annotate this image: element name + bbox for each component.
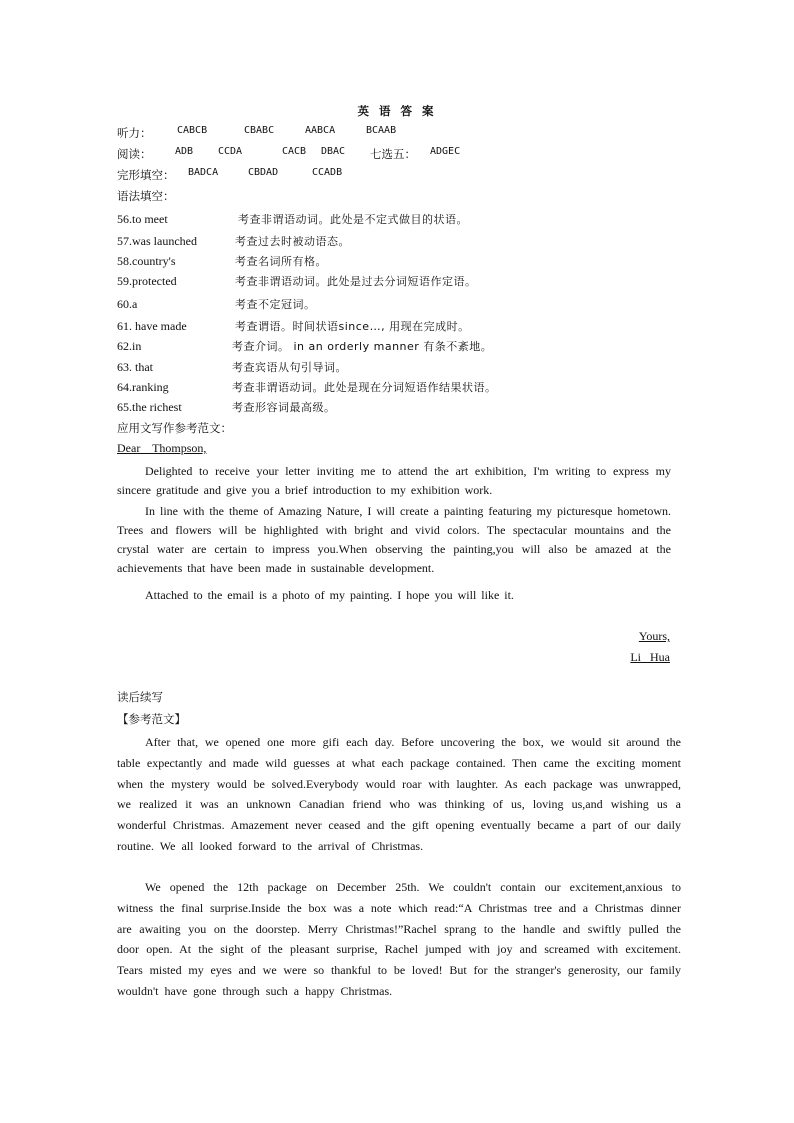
grammar-note: 考查谓语。时间状语since…, 用现在完成时。 xyxy=(235,320,470,333)
letter-signature: Li Hua xyxy=(630,650,670,664)
reading-group-3: CACB xyxy=(282,146,307,157)
seven-choose-five-answers: ADGEC xyxy=(430,146,461,157)
grammar-row xyxy=(117,273,477,289)
cloze-label: 完形填空： xyxy=(117,168,175,182)
letter-paragraph-2: In line with the theme of Amazing Nature, I will create a painting featuring my picturesque hometown. Trees and flowers will be highlighted with bright and vivid colors. The spectacular mountains and the crystal water are certain to impress you.When observing the painting,you will also be amazed at the achievements that have been made in sustainable development. xyxy=(117,504,671,575)
grammar-note: 考查不定冠词。 xyxy=(235,298,316,311)
continuation-heading: 读后续写 xyxy=(117,690,163,704)
cloze-group-1: BADCA xyxy=(188,167,219,178)
grammar-answer: 65.the richest xyxy=(117,400,182,414)
seven-choose-five-label: 七选五： xyxy=(370,147,416,161)
grammar-answer: 62.in xyxy=(117,339,142,353)
grammar-row xyxy=(117,399,336,415)
letter-paragraph-1: Delighted to receive your letter inviting me to attend the art exhibition, I'm writing to express my sincere gratitude and give you a brief introduction to my exhibition work. xyxy=(117,464,671,497)
grammar-row xyxy=(117,211,468,227)
grammar-label: 语法填空： xyxy=(117,189,175,203)
reading-group-2: CCDA xyxy=(218,146,243,157)
continuation-paragraph-1: After that, we opened one more gifi each day. Before uncovering the box, we would sit around the table expectantly and made wild guesses at what each package contained. Then came the exciting moment when the mystery would be solved.Everybody would roar with laughter. As each package was unwrapped, we realized it was an unknown Canadian friend who was thinking of us, loving us,and wishing us a wonderful Christmas. Amazement never ceased and the gift opening eventually became a part of our daily routine. We all looked forward to the arrival of Christmas. xyxy=(117,735,681,853)
grammar-answer: 60.a xyxy=(117,297,138,311)
listening-group-2: CBABC xyxy=(244,125,275,136)
grammar-row xyxy=(117,296,316,312)
grammar-answer: 57.was launched xyxy=(117,234,197,248)
cloze-group-3: CCADB xyxy=(312,167,343,178)
grammar-answer: 64.ranking xyxy=(117,380,169,394)
writing-heading: 应用文写作参考范文： xyxy=(117,421,232,435)
reading-answers xyxy=(117,146,461,162)
cloze-answers xyxy=(117,167,343,183)
grammar-row xyxy=(117,359,347,375)
page-title: 英 语 答 案 xyxy=(357,104,437,118)
grammar-note: 考查宾语从句引导词。 xyxy=(232,361,347,374)
grammar-answer: 56.to meet xyxy=(117,212,168,226)
continuation-paragraph-2: We opened the 12th package on December 25th. We couldn't contain our excitement,anxious to witness the final surprise.Inside the box was a note which read:“A Christmas tree and a Christmas dinner are awaiting you on the doorstep. Merry Christmas!”Rachel sprang to the handle and swiftly pulled the door open. At the sight of the pleasant surprise, Rachel jumped with joy and screamed with excitement. Tears misted my eyes and we were so thankful to be loved! But for the stranger's generosity, our family wouldn't have gone through such a happy Christmas. xyxy=(117,880,681,998)
grammar-note: 考查非谓语动词。此处是不定式做目的状语。 xyxy=(238,213,468,226)
grammar-row xyxy=(117,253,327,269)
reading-label: 阅读： xyxy=(117,147,152,161)
letter-salutation: Dear Thompson, xyxy=(117,441,207,455)
listening-label: 听力： xyxy=(117,126,152,140)
grammar-row xyxy=(117,338,492,354)
grammar-note: 考查过去时被动语态。 xyxy=(235,235,350,248)
cloze-group-2: CBDAD xyxy=(248,167,279,178)
grammar-note: 考查非谓语动词。此处是现在分词短语作结果状语。 xyxy=(232,381,497,394)
grammar-note: 考查非谓语动词。此处是过去分词短语作定语。 xyxy=(235,275,477,288)
letter-paragraph-3: Attached to the email is a photo of my painting. I hope you will like it. xyxy=(145,588,514,602)
listening-group-3: AABCA xyxy=(305,125,336,136)
reading-group-1: ADB xyxy=(175,146,194,157)
grammar-note: 考查名词所有格。 xyxy=(235,255,327,268)
letter-closing: Yours, xyxy=(638,629,670,643)
grammar-row xyxy=(117,379,497,395)
grammar-row xyxy=(117,233,350,249)
reading-group-4: DBAC xyxy=(321,146,346,157)
continuation-subheading: 【参考范文】 xyxy=(117,712,186,726)
grammar-note: 考查介词。 in an orderly manner 有条不紊地。 xyxy=(232,340,493,353)
grammar-answer: 58.country's xyxy=(117,254,176,268)
grammar-answer: 61. have made xyxy=(117,319,187,333)
grammar-row xyxy=(117,318,470,334)
grammar-answer: 59.protected xyxy=(117,274,177,288)
listening-answers xyxy=(117,125,397,141)
listening-group-1: CABCB xyxy=(177,125,208,136)
listening-group-4: BCAAB xyxy=(366,125,397,136)
grammar-answer: 63. that xyxy=(117,360,153,374)
grammar-note: 考查形容词最高级。 xyxy=(232,401,336,414)
